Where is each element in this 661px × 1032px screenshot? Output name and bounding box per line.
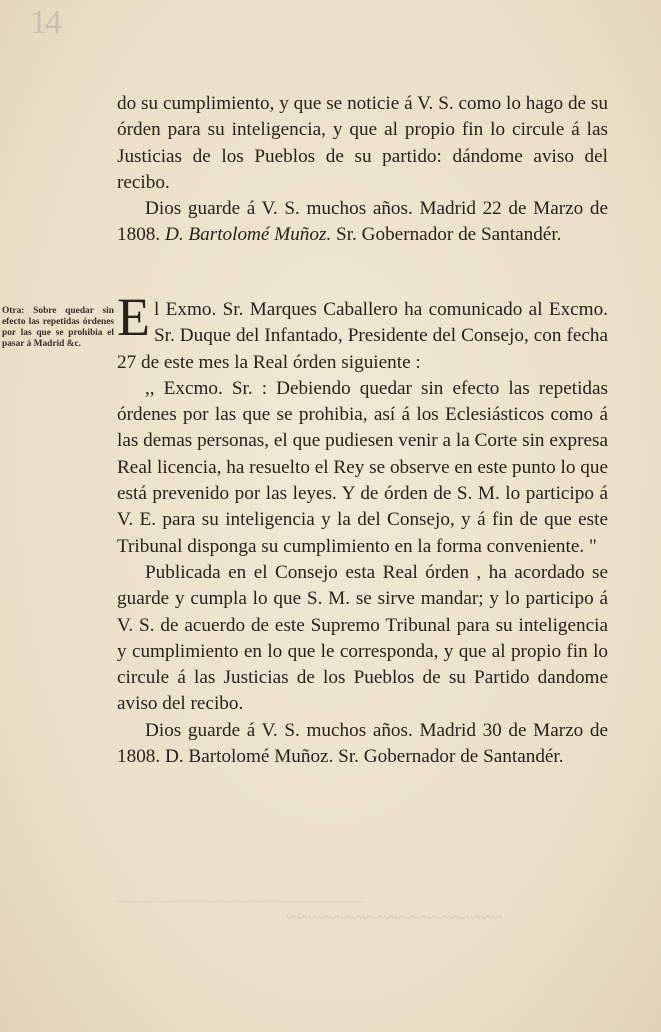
paragraph-closing-2: Dios guarde á V. S. muchos años. Madrid 30 de Marzo de 1808. D. Bartolomé Muñoz. Sr. Gobernador de Santandér. [117, 719, 608, 768]
paragraph-quote: ,, Excmo. Sr. : Debiendo quedar sin efecto las repetidas órdenes por las que se prohibia, así á los Eclesiásticos como á las demas personas, el que pudiesen venir a la Corte sin expresa Real licencia, ha resuelto el Rey se observe en este punto lo que está prevenido por las leyes. Y de órden de S. M. lo participo á V. E. para su inteligencia y la del Consejo, y á fin de que este Tribunal disponga su cumplimiento en la forma conveniente. " [117, 377, 608, 557]
paragraph-continuation: do su cumplimiento, y que se noticie á V. S. como lo hago de su órden para su inteligencia, y que al propio fin lo circule á las Justicias de los Pueblos de su partido: dándome aviso del recibo. [117, 93, 608, 193]
closing-text: Dios guarde á V. S. muchos años. Madrid 22 de Marzo de 1808. [117, 198, 608, 246]
page-number: 14 [30, 4, 60, 41]
signature-italic: D. Bartolomé Muñoz. [164, 224, 332, 246]
intro-text: l Exmo. Sr. Marques Caballero ha comunicado al Excmo. Sr. Duque del Infantado, Presidente del Consejo, con fecha 27 de este mes la Real órden siguiente : [117, 299, 608, 373]
text-block-order [117, 287, 608, 770]
paragraph-intro [117, 287, 608, 376]
bleed-through-shadow: ~~~~~~~~~~~~~~~~~~~~ [286, 907, 503, 929]
closing-recipient: Sr. Gobernador de Santandér. [331, 224, 562, 246]
bleed-through-shadow-small: ~~~~~~~~~~~~~~~~~~~~~~~~~~~~~~~~~~~~~~~~~~~~~~ [116, 897, 365, 908]
paragraph-published: Publicada en el Consejo esta Real órden , ha acordado se guarde y cumpla lo que S. M. se sirve mandar; y lo participo á V. S. de acuerdo de este Supremo Tribunal para su inteligencia y cumplimiento en lo que le corresponda, y que al propio fin lo circule á las Justicias de los Pueblos de su Partido dandome aviso del recibo. [117, 561, 608, 715]
margin-note: Otra: Sobre quedar sin efecto las repetidas órdenes por las que se prohibia el pasar á Madrid &c. [2, 306, 114, 349]
drop-cap: E [117, 287, 150, 347]
text-block-continuation [117, 91, 608, 249]
paragraph-closing-1 [117, 196, 608, 249]
